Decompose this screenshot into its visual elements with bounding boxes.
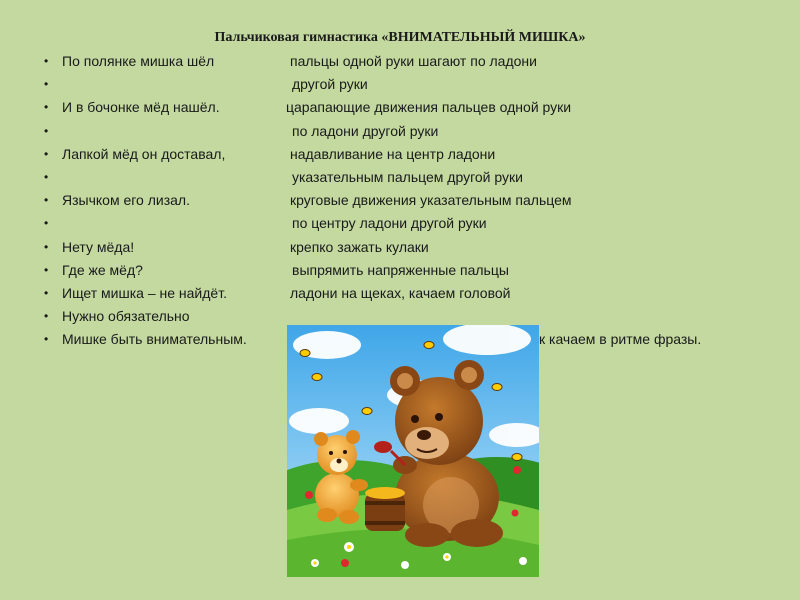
- bullet-icon: •: [44, 309, 49, 324]
- action-text: крепко зажать кулаки: [290, 238, 429, 255]
- rhyme-line: Лапкой мёд он доставал,: [62, 145, 226, 162]
- bears-with-honey-illustration: [287, 325, 539, 577]
- bullet-icon: •: [44, 77, 49, 92]
- list-item: [44, 212, 784, 235]
- bullet-icon: •: [44, 285, 49, 300]
- bullet-icon: •: [44, 332, 49, 347]
- bullet-icon: •: [44, 262, 49, 277]
- page-title: Пальчиковая гимнастика «ВНИМАТЕЛЬНЫЙ МИШКА»: [214, 30, 586, 45]
- list-item: [44, 120, 784, 143]
- rhyme-list: [44, 50, 784, 351]
- bullet-icon: •: [44, 239, 49, 254]
- bears-illustration-svg: [287, 325, 539, 577]
- list-item: [44, 259, 784, 282]
- list-item: [44, 143, 784, 166]
- bullet-icon: •: [44, 169, 49, 184]
- list-item: [44, 96, 784, 119]
- action-text: по центру ладони другой руки: [292, 215, 487, 232]
- action-text: ладони на щеках, качаем головой: [290, 284, 511, 301]
- action-text: указательным пальцем другой руки: [292, 168, 523, 185]
- list-item: [44, 166, 784, 189]
- rhyme-line: Где же мёд?: [62, 261, 143, 278]
- rhyme-line: Ищет мишка – не найдёт.: [62, 284, 227, 301]
- list-item: [44, 282, 784, 305]
- action-text: царапающие движения пальцев одной руки: [286, 99, 572, 116]
- list-item: [44, 236, 784, 259]
- bullet-icon: •: [44, 146, 49, 161]
- action-text: другой руки: [292, 76, 368, 93]
- rhyme-line: Нету мёда!: [62, 238, 135, 255]
- action-text: пальцы одной руки шагают по ладони: [290, 53, 537, 69]
- rhyme-line: По полянке мишка шёл: [62, 53, 215, 69]
- bullet-icon: •: [44, 216, 49, 231]
- list-item: [44, 189, 784, 212]
- bullet-icon: •: [44, 54, 49, 68]
- bullet-icon: •: [44, 100, 49, 115]
- action-text: выпрямить напряженные пальцы: [292, 261, 509, 278]
- bullet-icon: •: [44, 123, 49, 138]
- rhyme-line: Нужно обязательно: [62, 308, 190, 325]
- list-item: [44, 73, 784, 96]
- action-text-trailing: к качаем в ритме фразы.: [539, 331, 702, 348]
- rhyme-line: Мишке быть внимательным.: [62, 331, 247, 348]
- rhyme-line: Язычком его лизал.: [62, 192, 190, 209]
- action-text: по ладони другой руки: [292, 122, 439, 139]
- bullet-icon: •: [44, 193, 49, 208]
- list-item: [44, 50, 784, 73]
- action-text: круговые движения указательным пальцем: [290, 192, 572, 209]
- rhyme-line: И в бочонке мёд нашёл.: [62, 99, 220, 116]
- action-text: надавливание на центр ладони: [290, 145, 496, 162]
